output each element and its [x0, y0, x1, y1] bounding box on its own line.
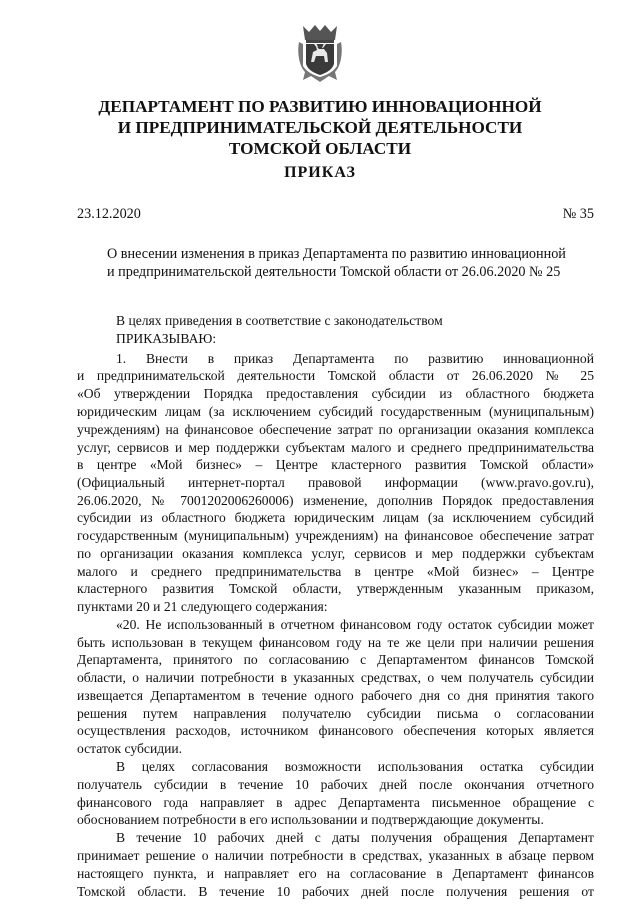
- body-line: субсидии из областного бюджета юридическим лицам (за исключением субсидий: [77, 510, 594, 525]
- body-line: государственным (муниципальным) учреждениям) на финансовое обеспечение затрат: [77, 528, 594, 543]
- body-line: Томской области. В течение 10 рабочих дней после получения решения от: [77, 884, 594, 899]
- department-name-line-3: ТОМСКОЙ ОБЛАСТИ: [228, 139, 412, 158]
- order-date: 23.12.2020: [77, 206, 141, 222]
- body-line: 26.06.2020, № 7001202006260006) изменение, дополнив Порядок предоставления: [77, 493, 594, 508]
- body-line: Департамента, принятого по согласованию с Департаментом финансов Томской: [77, 652, 594, 667]
- body-line: решения путем направления получателю субсидии письма о согласовании: [77, 706, 594, 721]
- body-line: «20. Не использованный в отчетном финансовом году остаток субсидии может: [116, 617, 594, 632]
- body-line: кластерного развития Томской области, утвержденным указанным приказом,: [77, 581, 594, 596]
- body-line: финансового года направляет в адрес Департамента письменное обращение с: [77, 795, 594, 810]
- body-line: получатель субсидии в течение 10 рабочих дней после окончания отчетного: [77, 777, 594, 792]
- tomsk-oblast-coat-of-arms-emblem: [297, 22, 343, 84]
- body-line: быть использован в текущем финансовом году на те же цели при наличии решения: [77, 635, 594, 650]
- body-line: «Об утверждении Порядка предоставления субсидии из областного бюджета: [77, 386, 594, 401]
- body-line: осуществления расходов, источником финансового обеспечения которых является: [77, 723, 594, 738]
- body-line: извещается Департаментом в течение одного рабочего дня со дня принятия такого: [77, 688, 594, 703]
- body-line: В целях приведения в соответствие с законодательством: [116, 313, 443, 328]
- body-line: и предпринимательской деятельности Томской области от 26.06.2020 № 25: [77, 368, 594, 383]
- subject-line-1: О внесении изменения в приказ Департамента по развитию инновационной: [107, 246, 566, 262]
- body-line: области, о наличии потребности в указанных средствах, о чем получатель субсидии: [77, 670, 594, 685]
- body-line: учреждениям) на финансовое обеспечение затрат по организации оказания комплекса: [77, 422, 594, 437]
- body-line: пунктами 20 и 21 следующего содержания:: [77, 599, 328, 614]
- body-line: в центре «Мой бизнес» – Центре кластерного развития Томской области»: [77, 457, 594, 472]
- body-line: В целях согласования возможности использования остатка субсидии: [116, 759, 594, 774]
- body-line: В течение 10 рабочих дней с даты получения обращения Департамент: [116, 830, 594, 845]
- body-line: настоящего пункта, и направляет его на согласование в Департамент финансов: [77, 866, 594, 881]
- body-line: обоснованием потребности в его использовании и подтверждающие документы.: [77, 812, 544, 827]
- body-line: 1. Внести в приказ Департамента по развитию инновационной: [116, 351, 594, 366]
- body-line: (Официальный интернет-портал правовой информации (www.pravo.gov.ru),: [77, 475, 594, 490]
- department-name-line-1: ДЕПАРТАМЕНТ ПО РАЗВИТИЮ ИННОВАЦИОННОЙ: [98, 97, 542, 116]
- body-line: по организации оказания комплекса услуг, сервисов и мер поддержки субъектам: [77, 546, 594, 561]
- body-line: остаток субсидии.: [77, 741, 183, 756]
- subject-line-2: и предпринимательской деятельности Томской области от 26.06.2020 № 25: [107, 264, 561, 280]
- department-name-line-2: И ПРЕДПРИНИМАТЕЛЬСКОЙ ДЕЯТЕЛЬНОСТИ: [117, 118, 523, 137]
- body-line: юридическим лицам (за исключением субсидий государственным (муниципальным): [77, 404, 594, 419]
- body-line: малого и среднего предпринимательства в центре «Мой бизнес» – Центре: [77, 564, 594, 579]
- body-line: принимает решение о наличии потребности в средствах, указанных в абзаце первом: [77, 848, 594, 863]
- body-line: ПРИКАЗЫВАЮ:: [116, 331, 217, 346]
- order-number: № 35: [562, 206, 594, 222]
- document-type-title: ПРИКАЗ: [284, 164, 356, 181]
- body-line: услуг, сервисов и мер поддержки субъектам малого и среднего предпринимательства: [77, 440, 594, 455]
